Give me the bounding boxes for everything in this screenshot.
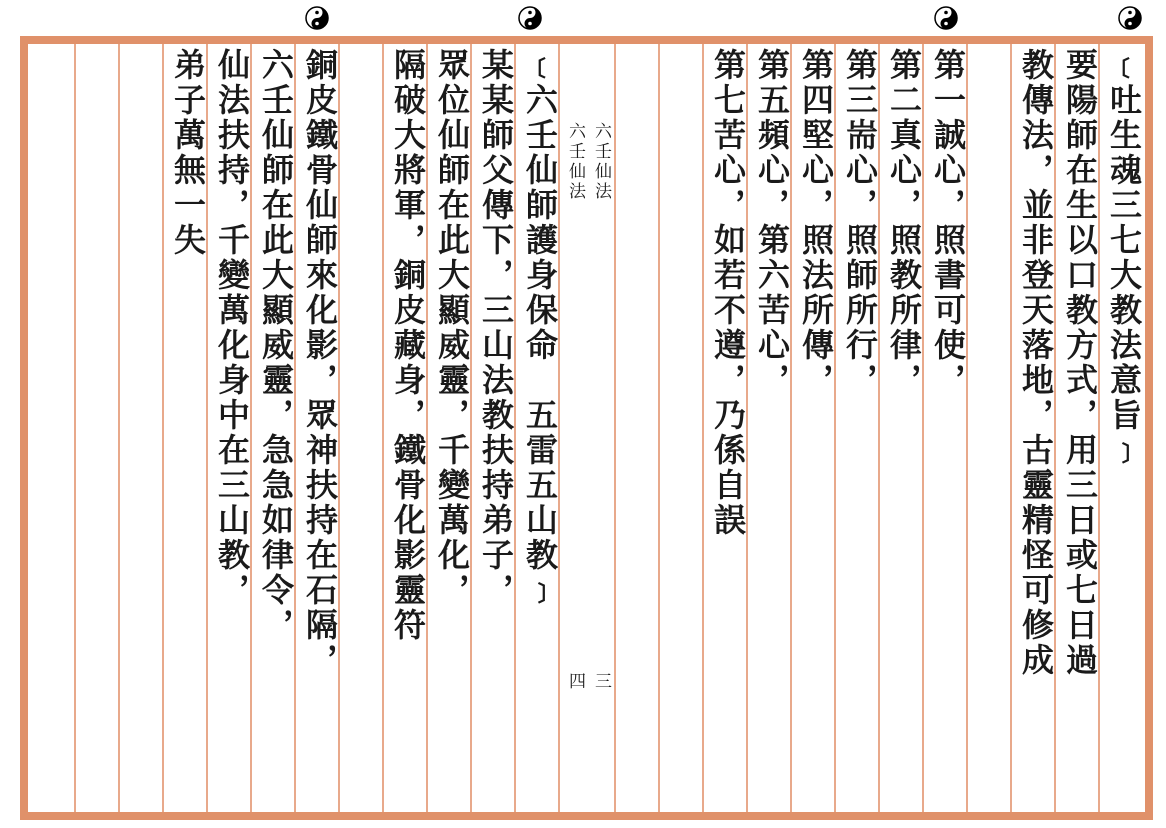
running-header: 六壬仙法 (565, 122, 585, 202)
text-column: 銅皮鐵骨仙師來化影，眾神扶持在石隔， (301, 48, 339, 678)
text-column: 仙法扶持，千變萬化身中在三山教， (213, 48, 251, 608)
text-column: 教傳法，並非登天落地，古靈精怪可修成 (1017, 48, 1055, 678)
yin-yang-icon (518, 6, 542, 30)
running-header: 六壬仙法 (591, 122, 611, 202)
column-rule (382, 44, 384, 812)
text-column: 眾位仙師在此大顯威靈，千變萬化， (433, 48, 471, 608)
page-number: 三 (591, 672, 611, 692)
column-rule (118, 44, 120, 812)
text-column: 第二真心，照教所律， (885, 48, 923, 398)
column-rule (702, 44, 704, 812)
text-column: 弟子萬無一失 (169, 48, 207, 258)
column-rule (162, 44, 164, 812)
page-number: 四 (565, 672, 585, 692)
yin-yang-icon (1118, 6, 1142, 30)
yin-yang-icon (305, 6, 329, 30)
text-column: 要陽師在生以口教方式，用三日或七日過 (1061, 48, 1099, 678)
column-rule (1010, 44, 1012, 812)
text-column: 第三耑心，照師所行， (841, 48, 879, 398)
column-rule (614, 44, 616, 812)
column-rule (658, 44, 660, 812)
yin-yang-icon (934, 6, 958, 30)
text-column: 隔破大將軍，銅皮藏身，鐵骨化影靈符 (389, 48, 427, 643)
text-column: 某某師父傳下，三山法教扶持弟子， (477, 48, 515, 608)
text-column: 第四堅心，照法所傳， (797, 48, 835, 398)
text-column: 第一誠心，照書可使， (929, 48, 967, 398)
manuscript-paper (28, 44, 1145, 812)
text-column: 第五頻心，第六苦心， (753, 48, 791, 398)
text-column: 第七苦心，如若不遵，乃係自誤 (709, 48, 747, 538)
page-border (20, 36, 1153, 820)
section-heading: ﹝六壬仙師護身保命 五雷五山教﹞ (521, 48, 559, 608)
column-rule (74, 44, 76, 812)
section-heading: ﹝吐生魂三七大教法意旨﹞ (1105, 48, 1143, 468)
text-column: 六壬仙師在此大顯威靈，急急如律令， (257, 48, 295, 643)
